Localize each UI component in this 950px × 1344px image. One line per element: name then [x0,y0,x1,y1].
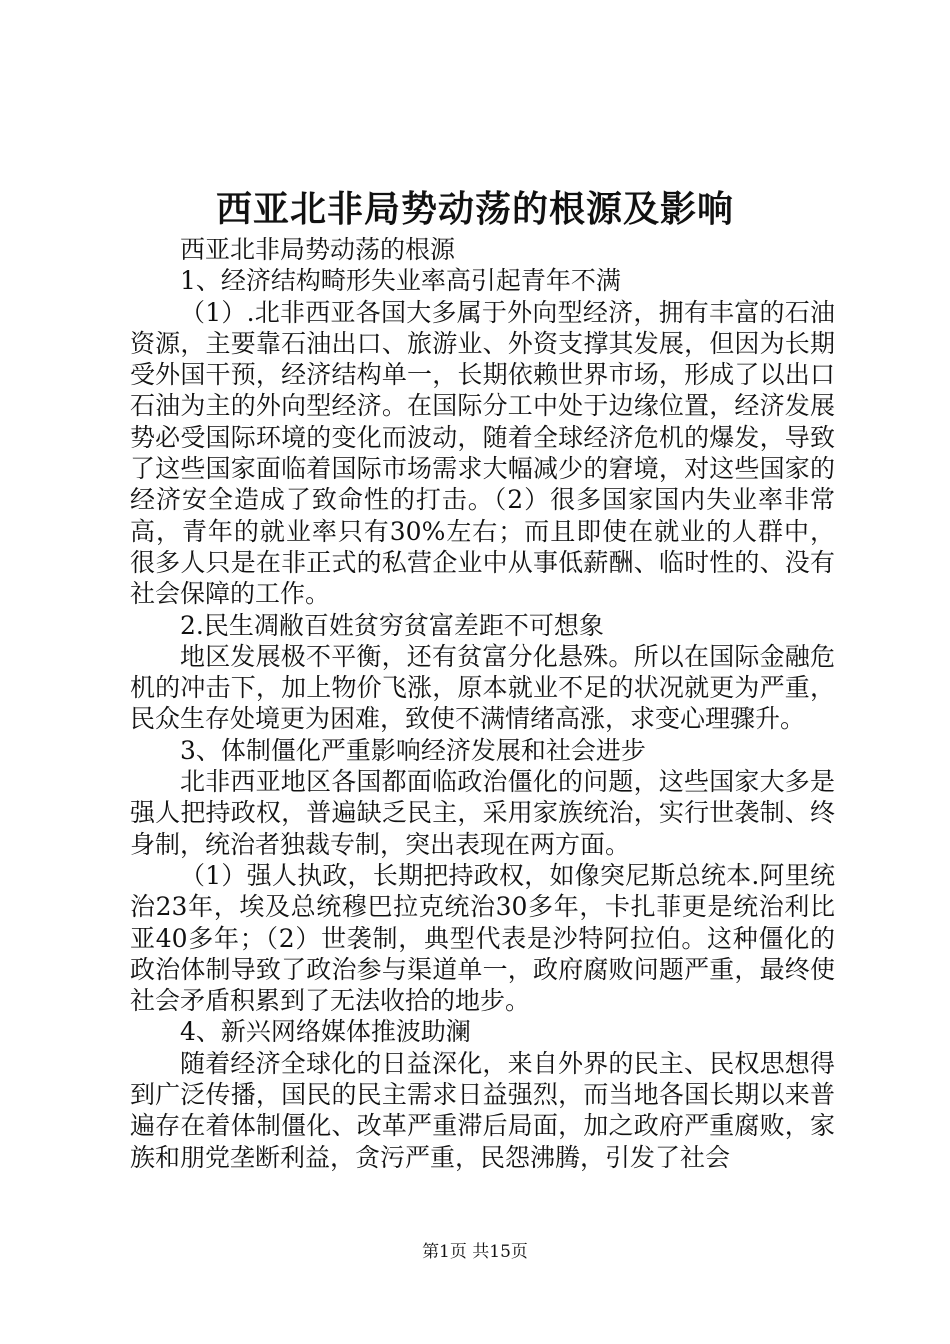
subsection-heading: 2.民生凋敝百姓贫穷贫富差距不可想象 [180,610,604,640]
subsection-heading: 4、新兴网络媒体推波助澜 [180,1017,471,1047]
body-paragraph: （1）.北非西亚各国大多属于外向型经济，拥有丰富的石油资源，主要靠石油出口、旅游业、外资支撑其发展，但因为长期受外国干预，经济结构单一，长期依赖世界市场，形成了以出口石油为主的外向型经济。在国际分工中处于边缘位置，经济发展势必受国际环境的变化而波动，随着全球经济危机的爆发，导致了这些国家面临着国际市场需求大幅减少的窘境，对这些国家的经济安全造成了致命性的打击。（2）很多国家国内失业率非常高，青年的就业率只有30%左右；而且即使在就业的人群中，很多人只是在非正式的私营企业中从事低薪酬、临时性的、没有社会保障的工作。 [130,297,835,609]
page-footer: 第1页 共15页 [422,1242,528,1262]
subsection-heading: 3、体制僵化严重影响经济发展和社会进步 [180,735,646,765]
body-paragraph: （1）强人执政，长期把持政权，如像突尼斯总统本.阿里统治23年，埃及总统穆巴拉克统治30多年，卡扎菲更是统治利比亚40多年；（2）世袭制，典型代表是沙特阿拉伯。这种僵化的政治体制导致了政治参与渠道单一，政府腐败问题严重，最终使社会矛盾积累到了无法收拾的地步。 [130,860,835,1016]
body-paragraph: 北非西亚地区各国都面临政治僵化的问题，这些国家大多是强人把持政权，普遍缺乏民主，采用家族统治，实行世袭制、终身制，统治者独裁专制，突出表现在两方面。 [130,767,835,859]
document-body [130,234,835,1173]
subsection-heading: 1、经济结构畸形失业率高引起青年不满 [180,266,621,296]
body-paragraph: 地区发展极不平衡，还有贫富分化悬殊。所以在国际金融危机的冲击下，加上物价飞涨，原本就业不足的状况就更为严重，民众生存处境更为困难，致使不满情绪高涨，求变心理骤升。 [130,641,835,734]
body-paragraph: 随着经济全球化的日益深化，来自外界的民主、民权思想得到广泛传播，国民的民主需求日益强烈，而当地各国长期以来普遍存在着体制僵化、改革严重滞后局面，加之政府严重腐败，家族和朋党垄断利益，贪污严重，民怨沸腾，引发了社会 [130,1048,835,1172]
section-heading: 西亚北非局势动荡的根源 [180,235,456,264]
document-title: 西亚北非局势动荡的根源及影响 [215,188,734,230]
